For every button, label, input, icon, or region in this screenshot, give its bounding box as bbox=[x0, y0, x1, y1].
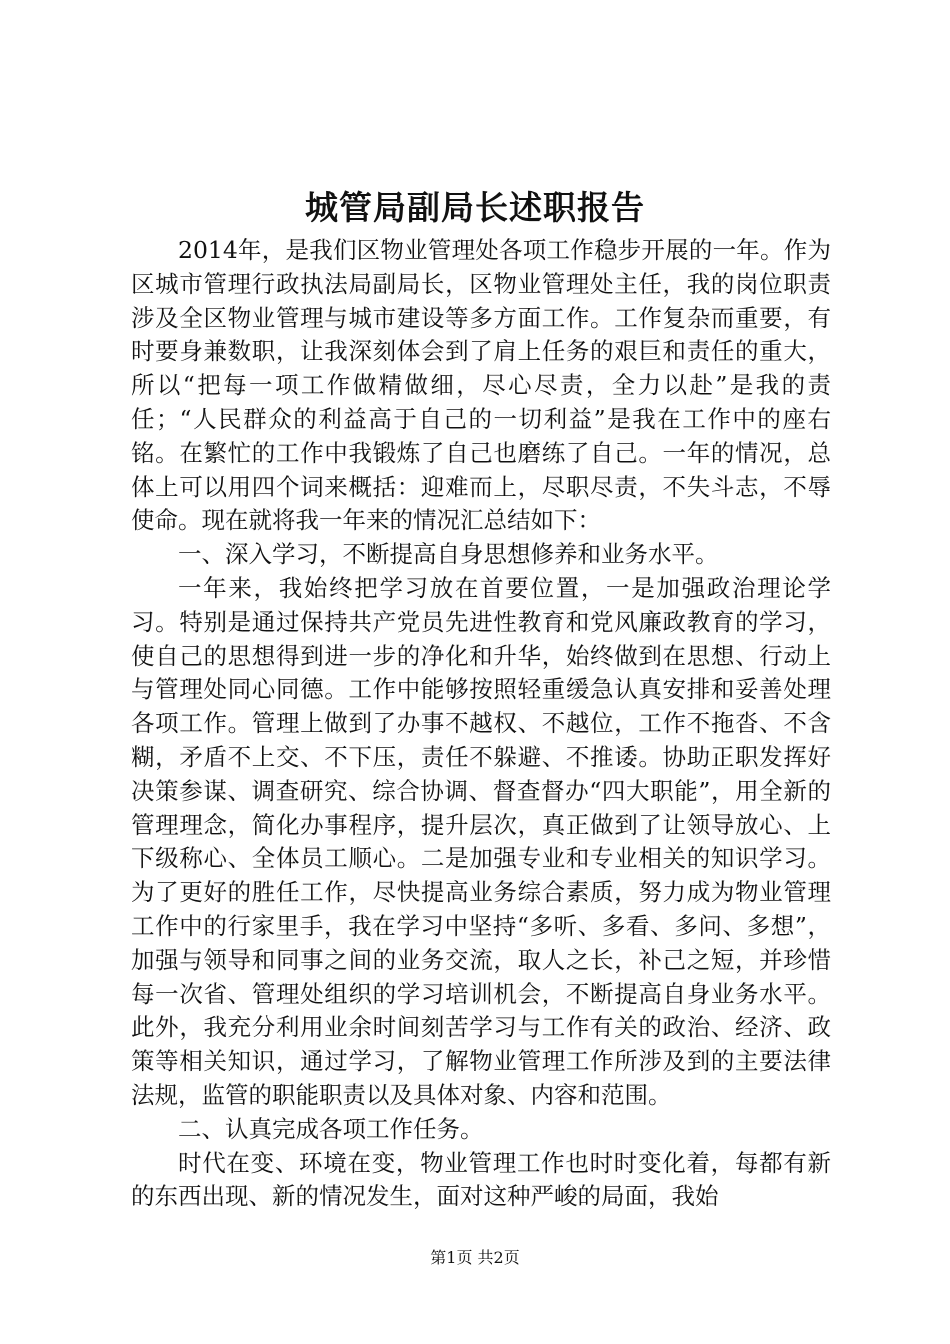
paragraph-study: 一年来，我始终把学习放在首要位置，一是加强政治理论学习。特别是通过保持共产党员先进性教育和党风廉政教育的学习，使自己的思想得到进一步的净化和升华，始终做到在思想、行动上与管理处同心同德。工作中能够按照轻重缓急认真安排和妥善处理各项工作。管理上做到了办事不越权、不越位，工作不拖沓、不含糊，矛盾不上交、不下压，责任不躲避、不推诿。协助正职发挥好决策参谋、调查研究、综合协调、督查督办“四大职能”，用全新的管理理念，简化办事程序，提升层次，真正做到了让领导放心、上下级称心、全体员工顺心。二是加强专业和专业相关的知识学习。为了更好的胜任工作，尽快提高业务综合素质，努力成为物业管理工作中的行家里手，我在学习中坚持“多听、多看、多问、多想”，加强与领导和同事之间的业务交流，取人之长，补己之短，并珍惜每一次省、管理处组织的学习培训机会，不断提高自身业务水平。此外，我充分利用业余时间刻苦学习与工作有关的政治、经济、政策等相关知识，通过学习，了解物业管理工作所涉及到的主要法律法规，监管的职能职责以及具体对象、内容和范围。 bbox=[131, 573, 831, 1109]
document-body bbox=[131, 234, 831, 1214]
page-number-footer: 第1页 共2页 bbox=[430, 1248, 520, 1267]
section-heading-1: 一、深入学习，不断提高自身思想修养和业务水平。 bbox=[178, 540, 719, 569]
paragraph-intro: 2014年，是我们区物业管理处各项工作稳步开展的一年。作为区城市管理行政执法局副局长，区物业管理处主任，我的岗位职责涉及全区物业管理与城市建设等多方面工作。工作复杂而重要，有时要身兼数职，让我深刻体会到了肩上任务的艰巨和责任的重大，所以“把每一项工作做精做细，尽心尽责，全力以赴”是我的责任；“人民群众的利益高于自己的一切利益”是我在工作中的座右铭。在繁忙的工作中我锻炼了自己也磨练了自己。一年的情况，总体上可以用四个词来概括：迎难而上，尽职尽责，不失斗志，不辱使命。现在就将我一年来的情况汇总结如下： bbox=[131, 236, 831, 535]
paragraph-tasks: 时代在变、环境在变，物业管理工作也时时变化着，每都有新的东西出现、新的情况发生，面对这种严峻的局面，我始 bbox=[131, 1148, 831, 1211]
document-title: 城管局副局长述职报告 bbox=[305, 188, 645, 227]
section-heading-2: 二、认真完成各项工作任务。 bbox=[178, 1114, 484, 1143]
